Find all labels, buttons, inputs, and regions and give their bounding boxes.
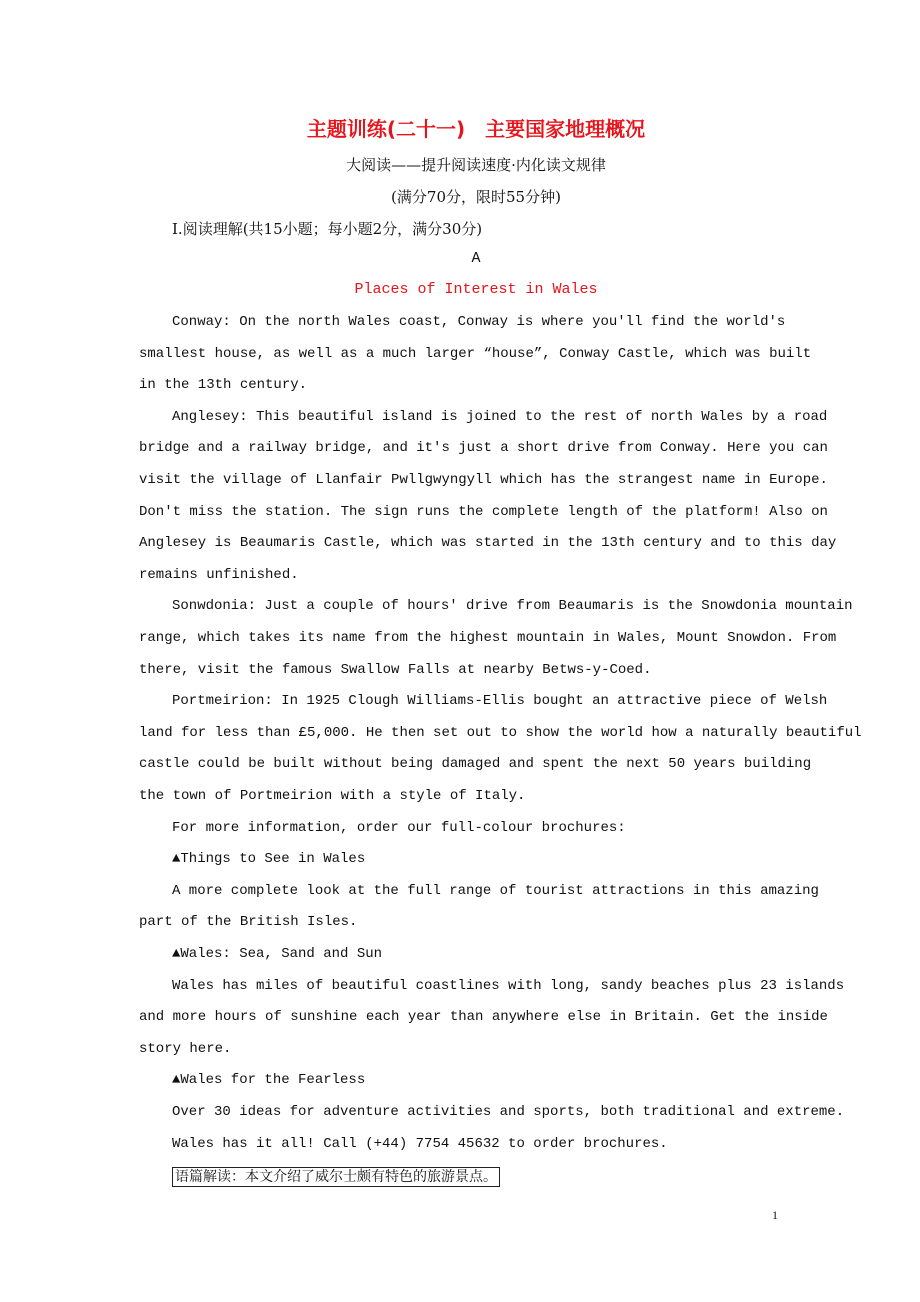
- paragraph-line: Portmeirion: In 1925 Clough Williams-Ellis bought an attractive piece of Welsh: [172, 693, 828, 710]
- document-subtitle: 大阅读——提升阅读速度·内化读文规律: [346, 156, 606, 174]
- paragraph-line: remains unfinished.: [139, 566, 299, 583]
- paragraph-line: bridge and a railway bridge, and it's just a short drive from Conway. Here you can: [139, 440, 828, 457]
- paragraph-line: smallest house, as well as a much larger “house”, Conway Castle, which was built: [139, 345, 812, 362]
- paragraph-line: Anglesey: This beautiful island is joined to the rest of north Wales by a road: [172, 408, 828, 425]
- paragraph-line: and more hours of sunshine each year than anywhere else in Britain. Get the inside: [139, 1009, 828, 1026]
- paragraph-line: part of the British Isles.: [139, 914, 358, 931]
- paragraph-line: Over 30 ideas for adventure activities and sports, both traditional and extreme.: [172, 1104, 845, 1120]
- document-title: 主题训练(二十一) 主要国家地理概况: [306, 117, 646, 141]
- passage-title: Places of Interest in Wales: [354, 281, 598, 298]
- paragraph-line: Conway: On the north Wales coast, Conway is where you'll find the world's: [172, 314, 786, 330]
- paragraph-line: Wales has miles of beautiful coastlines with long, sandy beaches plus 23 islands: [172, 977, 845, 994]
- paragraph-line: Anglesey is Beaumaris Castle, which was started in the 13th century and to this day: [139, 535, 837, 552]
- paragraph-line: range, which takes its name from the highest mountain in Wales, Mount Snowdon. From: [139, 630, 837, 646]
- paragraph-line: the town of Portmeirion with a style of Italy.: [139, 788, 526, 804]
- paragraph-line: Don't miss the station. The sign runs the complete length of the platform! Also on: [139, 503, 828, 520]
- paragraph-line: ▲Things to See in Wales: [172, 851, 366, 868]
- passage-analysis-note: 语篇解读：本文介绍了威尔士颇有特色的旅游景点。: [172, 1167, 500, 1187]
- paragraph-line: Wales has it all! Call (+44) 7754 45632 to order brochures.: [172, 1135, 668, 1152]
- paragraph-line: ▲Wales for the Fearless: [172, 1072, 366, 1089]
- paragraph-line: story here.: [139, 1040, 232, 1057]
- paragraph-line: in the 13th century.: [139, 377, 308, 394]
- paragraph-line: castle could be built without being damaged and spent the next 50 years building: [139, 756, 812, 773]
- paragraph-line: visit the village of Llanfair Pwllgwyngyll which has the strangest name in Europe.: [139, 472, 828, 488]
- paragraph-line: A more complete look at the full range of tourist attractions in this amazing: [172, 882, 819, 899]
- passage-letter: A: [471, 250, 481, 267]
- paragraph-line: Sonwdonia: Just a couple of hours' drive from Beaumaris is the Snowdonia mountain: [172, 598, 853, 615]
- paragraph-line: For more information, order our full-colour brochures:: [172, 819, 626, 836]
- score-info: (满分70分，限时55分钟): [391, 188, 561, 206]
- paragraph-line: there, visit the famous Swallow Falls at nearby Betws-y-Coed.: [139, 661, 652, 678]
- paragraph-line: land for less than £5,000. He then set out to show the world how a naturally beautiful: [139, 724, 862, 741]
- section-heading: Ⅰ.阅读理解(共15小题；每小题2分，满分30分): [172, 220, 483, 238]
- paragraph-line: ▲Wales: Sea, Sand and Sun: [172, 946, 383, 962]
- page-number: 1: [772, 1208, 778, 1222]
